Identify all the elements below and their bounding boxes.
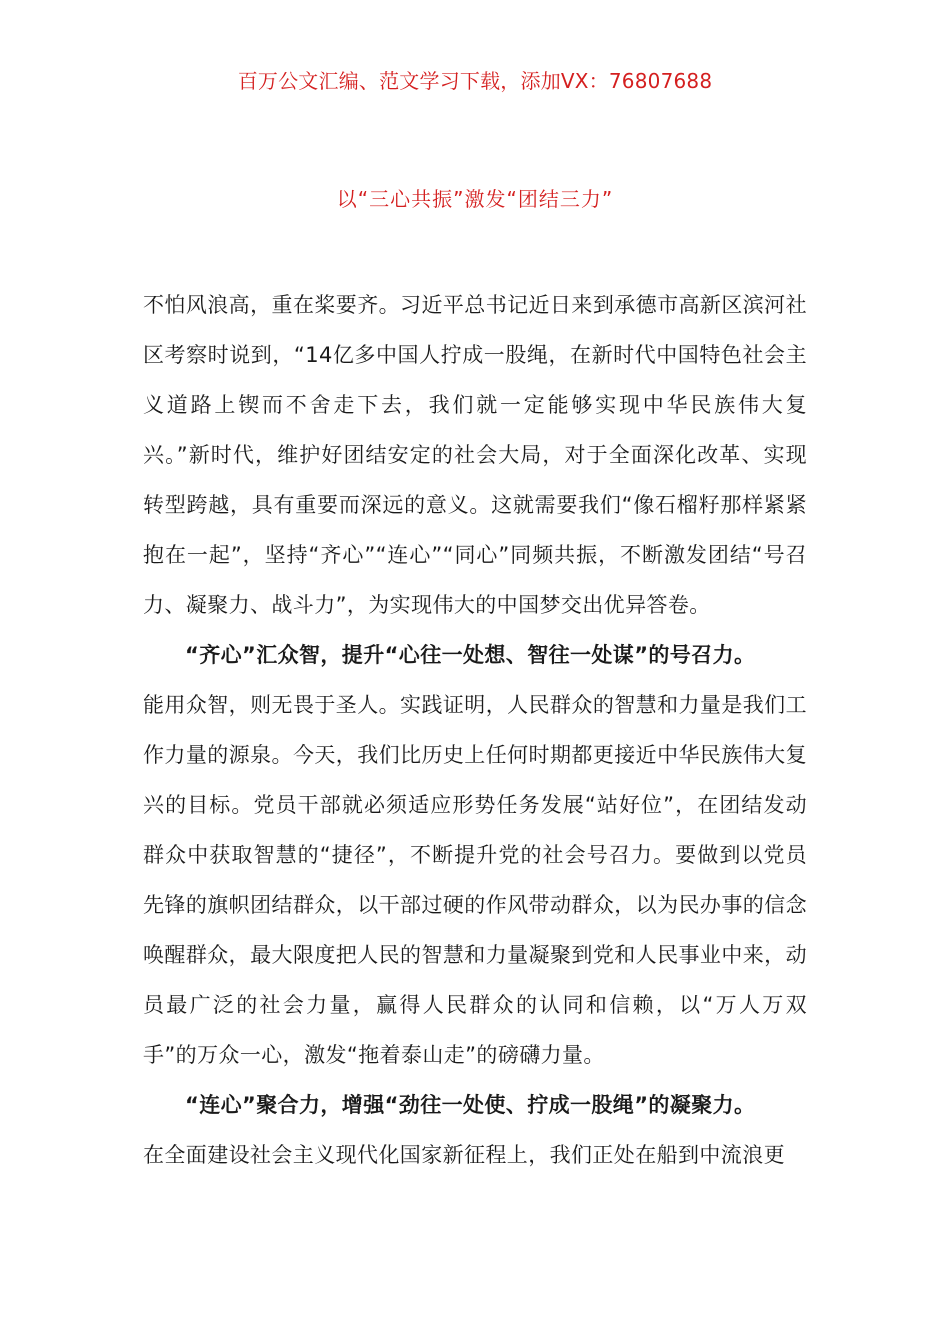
document-body	[143, 280, 807, 1180]
header-download-note: 百万公文汇编、范文学习下载，添加VX：76807688	[237, 69, 713, 93]
document-title: 以“三心共振”激发“团结三力”	[336, 187, 614, 211]
section-heading-qixin: “齐心”汇众智，提升“心往一处想、智往一处谋”的号召力。	[185, 643, 756, 667]
intro-paragraph: 不怕风浪高，重在桨要齐。习近平总书记近日来到承德市高新区滨河社区考察时说到，“14亿多中国人拧成一股绳，在新时代中国特色社会主义道路上锲而不舍走下去，我们就一定能够实现中华民族伟大复兴。”新时代，维护好团结安定的社会大局，对于全面深化改革、实现转型跨越，具有重要而深远的意义。这就需要我们“像石榴籽那样紧紧抱在一起”，坚持“齐心”“连心”“同心”同频共振，不断激发团结“号召力、凝聚力、战斗力”，为实现伟大的中国梦交出优异答卷。	[143, 293, 807, 617]
section-heading-lianxin: “连心”聚合力，增强“劲往一处使、拧成一股绳”的凝聚力。	[185, 1093, 756, 1117]
section-text-lianxin: 在全面建设社会主义现代化国家新征程上，我们正处在船到中流浪更	[143, 1143, 785, 1167]
section-text-qixin: 能用众智，则无畏于圣人。实践证明，人民群众的智慧和力量是我们工作力量的源泉。今天，我们比历史上任何时期都更接近中华民族伟大复兴的目标。党员干部就必须适应形势任务发展“站好位”，在团结发动群众中获取智慧的“捷径”，不断提升党的社会号召力。要做到以党员先锋的旗帜团结群众，以干部过硬的作风带动群众，以为民办事的信念唤醒群众，最大限度把人民的智慧和力量凝聚到党和人民事业中来，动员最广泛的社会力量，赢得人民群众的认同和信赖，以“万人万双手”的万众一心，激发“拖着泰山走”的磅礴力量。	[143, 693, 807, 1067]
